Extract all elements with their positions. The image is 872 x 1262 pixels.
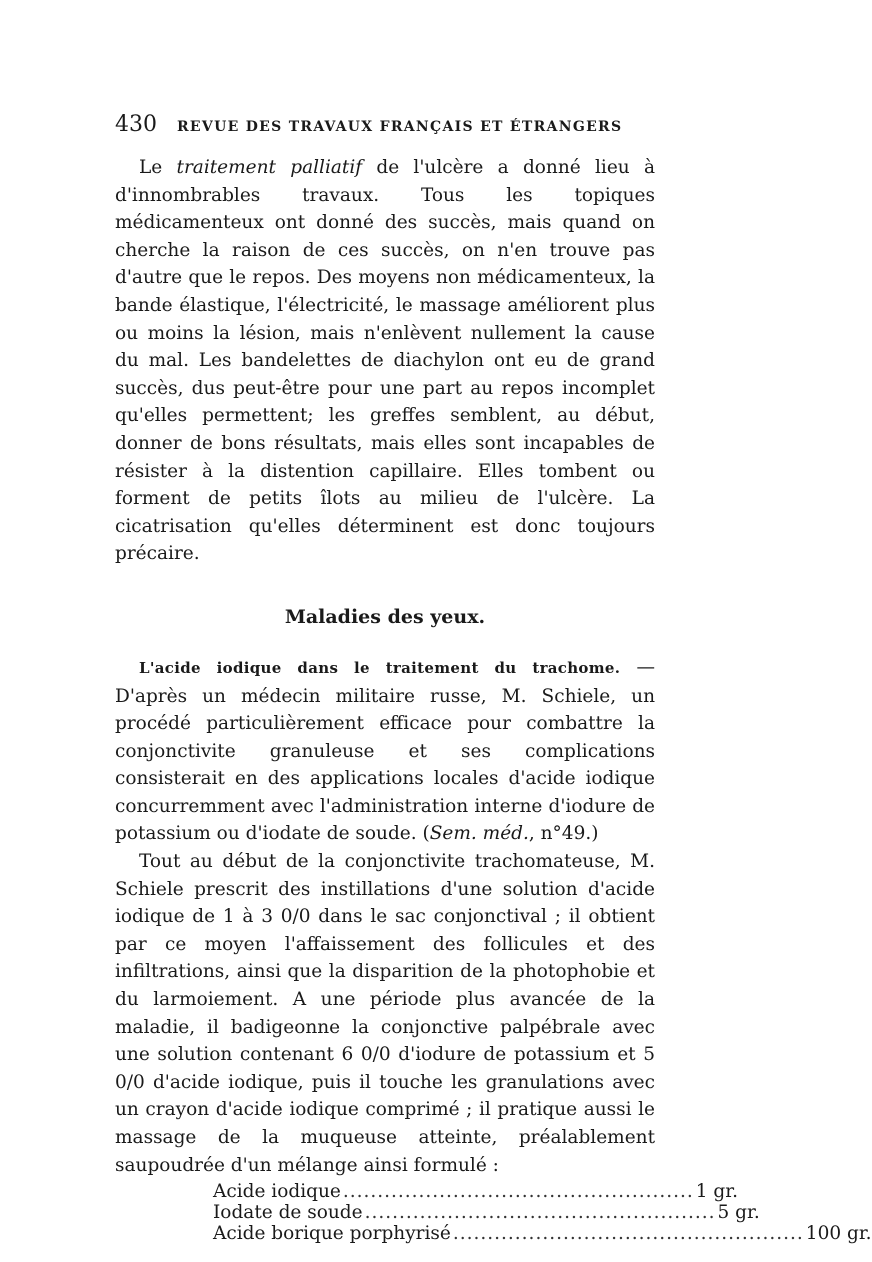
paragraph-palliative-treatment bbox=[115, 154, 655, 568]
formula-ingredient: Iodate de soude bbox=[213, 1202, 363, 1224]
running-head bbox=[115, 112, 655, 144]
dot-leader: ................................................... bbox=[342, 1181, 694, 1203]
formula-ingredient: Acide borique porphyrisé bbox=[213, 1223, 451, 1245]
article-title: L'acide iodique dans le traitement du trachome. bbox=[139, 658, 621, 677]
paragraph-treatment-protocol: Tout au début de la conjonctivite trachomateuse, M. Schiele prescrit des instillations d'une solution d'acide iodique de 1 à 3 0/0 dans le sac conjonctival ; il obtient par ce moyen l'affaissement des follicules et des infiltrations, ainsi que la disparition de la photophobie et du larmoiement. A une période plus avancée de la maladie, il badigeonne la conjonctive palpébrale avec une solution contenant 6 0/0 d'iodure de potassium et 5 0/0 d'acide iodique, puis il touche les granulations avec un crayon d'acide iodique comprimé ; il pratique aussi le massage de la muqueuse atteinte, préalablement saupoudrée d'un mélange ainsi formulé : bbox=[115, 851, 655, 1176]
page-number: 430 bbox=[115, 112, 157, 137]
formula-ingredient: Acide iodique bbox=[213, 1181, 341, 1203]
article-body: D'après un médecin militaire russe, M. Schiele, un procédé particulièrement efficace pour combattre la conjonctivite granuleuse et ses complications consisterait en des applications locales d'acide iodique concurremment avec l'administration interne d'iodure de potassium ou d'iodate de soude. ( bbox=[115, 685, 655, 845]
page bbox=[115, 112, 872, 1245]
formula-quantity: 1 gr. bbox=[695, 1181, 738, 1203]
formula-row bbox=[213, 1223, 872, 1245]
formula-row bbox=[213, 1181, 738, 1203]
section-title: Maladies des yeux. bbox=[284, 605, 486, 628]
formula-row bbox=[213, 1202, 760, 1224]
article-source: Sem. méd. bbox=[429, 823, 529, 845]
paragraph1-lead: Le bbox=[139, 157, 177, 178]
article-dash: — bbox=[620, 656, 655, 678]
formula-quantity: 5 gr. bbox=[717, 1202, 760, 1224]
formula-quantity: 100 gr. bbox=[805, 1223, 872, 1245]
paragraph-iodic-acid-article bbox=[115, 654, 655, 848]
paragraph1-italic: traitement palliatif bbox=[176, 157, 363, 178]
paragraph1-body: de l'ulcère a donné lieu à d'innombrables travaux. Tous les topiques médicamenteux ont donné des succès, mais quand on cherche la raison de ces succès, on n'en trouve pas d'autre que le repos. Des moyens non médicamenteux, la bande élastique, l'électricité, le massage améliorent plus ou moins la lésion, mais n'enlèvent nullement la cause du mal. Les bandelettes de diachylon ont eu de grand succès, dus peut-être pour une part au repos incomplet qu'elles permettent; les greffes semblent, au début, donner de bons résultats, mais elles sont incapables de résister à la distention capillaire. Elles tombent ou forment de petits îlots au milieu de l'ulcère. La cicatrisation qu'elles déterminent est donc toujours précaire. bbox=[115, 157, 655, 565]
dot-leader: ................................................... bbox=[452, 1223, 804, 1245]
formula-table bbox=[213, 1181, 872, 1245]
running-title: REVUE DES TRAVAUX FRANÇAIS ET ÉTRANGERS bbox=[177, 119, 623, 135]
article-source-tail: , n°49.) bbox=[528, 823, 599, 845]
dot-leader: ................................................... bbox=[364, 1202, 716, 1224]
